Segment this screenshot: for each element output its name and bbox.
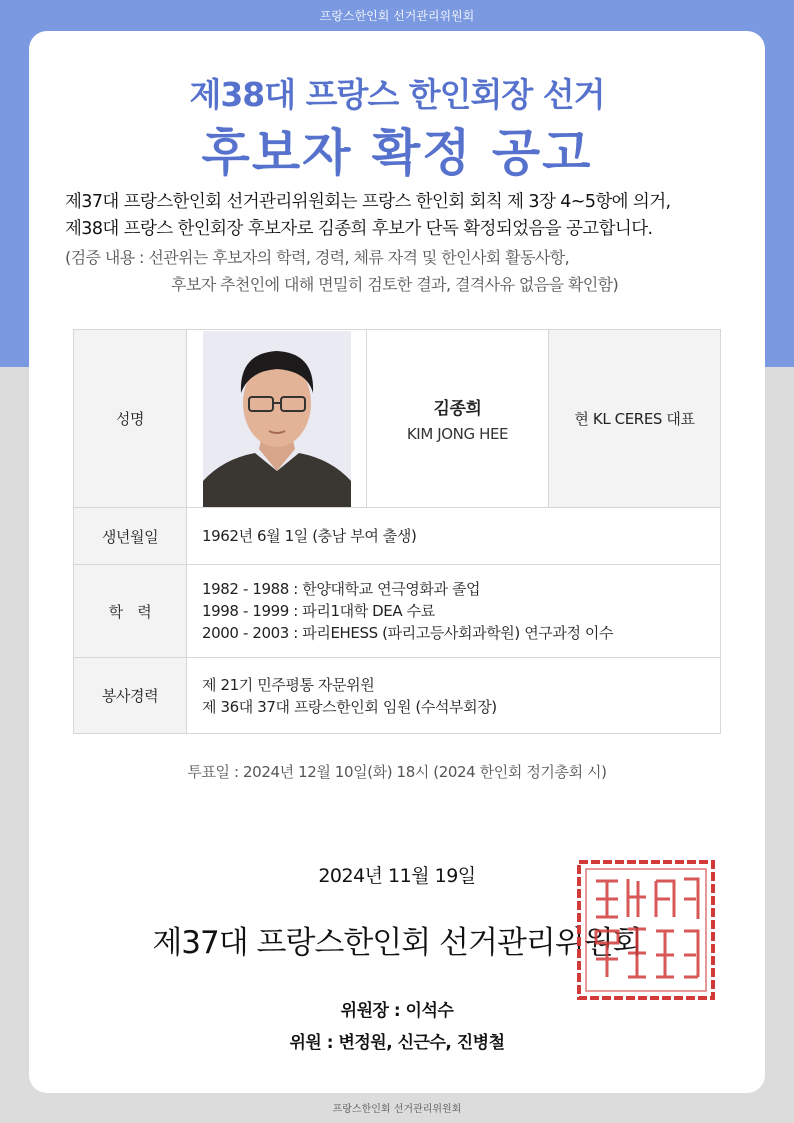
organization-name: 제37대 프랑스한인회 선거관리위원회: [152, 925, 642, 961]
birth-label: 생년월일: [74, 508, 187, 565]
service-item: 제 36대 37대 프랑스한인회 임원 (수석부회장): [202, 697, 497, 716]
education-label: 학 력: [74, 565, 187, 658]
verification-note: [65, 244, 745, 298]
name-label: 성명: [74, 330, 187, 508]
name-cell: [367, 330, 549, 508]
education-item: 1982 - 1988 : 한양대학교 연극영화과 졸업: [202, 580, 481, 598]
notice-title-line1: 제38대 프랑스 한인회장 선거: [189, 75, 605, 114]
education-item: 2000 - 2003 : 파리EHESS (파리고등사회과학원) 연구과정 이수: [202, 624, 614, 642]
service-value: [187, 658, 721, 734]
table-row: [74, 658, 721, 734]
table-row: [74, 330, 721, 508]
vote-date: 투표일 : 2024년 12월 10일(화) 18시 (2024 한인회 정기총회 시): [187, 763, 607, 781]
birth-value: 1962년 6월 1일 (충남 부여 출생): [187, 508, 721, 565]
notice-card: [29, 31, 765, 1093]
photo-cell: [187, 330, 367, 508]
intro-line1: 제37대 프랑스한인회 선거관리위원회는 프랑스 한인회 회칙 제 3장 4~5항에 의거,: [65, 192, 671, 212]
header-org-label: 프랑스한인회 선거관리위원회: [319, 9, 475, 23]
service-item: 제 21기 민주평통 자문위원: [202, 675, 375, 694]
official-seal: [576, 859, 716, 1001]
intro-paragraph: [65, 189, 745, 243]
notice-date: 2024년 11월 19일: [318, 865, 476, 887]
table-row: [74, 565, 721, 658]
candidate-position: 현 KL CERES 대표: [549, 330, 721, 508]
education-item: 1998 - 1999 : 파리1대학 DEA 수료: [202, 602, 435, 620]
footer-org-label: 프랑스한인회 선거관리위원회: [332, 1104, 462, 1115]
intro-line2: 제38대 프랑스 한인회장 후보자로 김종희 후보가 단독 확정되었음을 공고합니다.: [65, 219, 653, 239]
committee-chair: 위원장 : 이석수: [340, 1001, 454, 1021]
notice-title-line2: 후보자 확정 공고: [201, 124, 593, 182]
candidate-photo: [203, 331, 351, 507]
candidate-name-ko: 김종희: [433, 399, 482, 419]
note-line2: 후보자 추천인에 대해 면밀히 검토한 결과, 결격사유 없음을 확인함): [171, 275, 619, 294]
candidate-table: [73, 329, 721, 734]
candidate-name-en: KIM JONG HEE: [406, 425, 509, 443]
note-line1: (검증 내용 : 선관위는 후보자의 학력, 경력, 체류 자격 및 한인사회 활동사항,: [65, 248, 570, 267]
service-label: 봉사경력: [74, 658, 187, 734]
table-row: [74, 508, 721, 565]
committee-members: 위원 : 변정원, 신근수, 진병철: [289, 1033, 505, 1053]
education-value: [187, 565, 721, 658]
